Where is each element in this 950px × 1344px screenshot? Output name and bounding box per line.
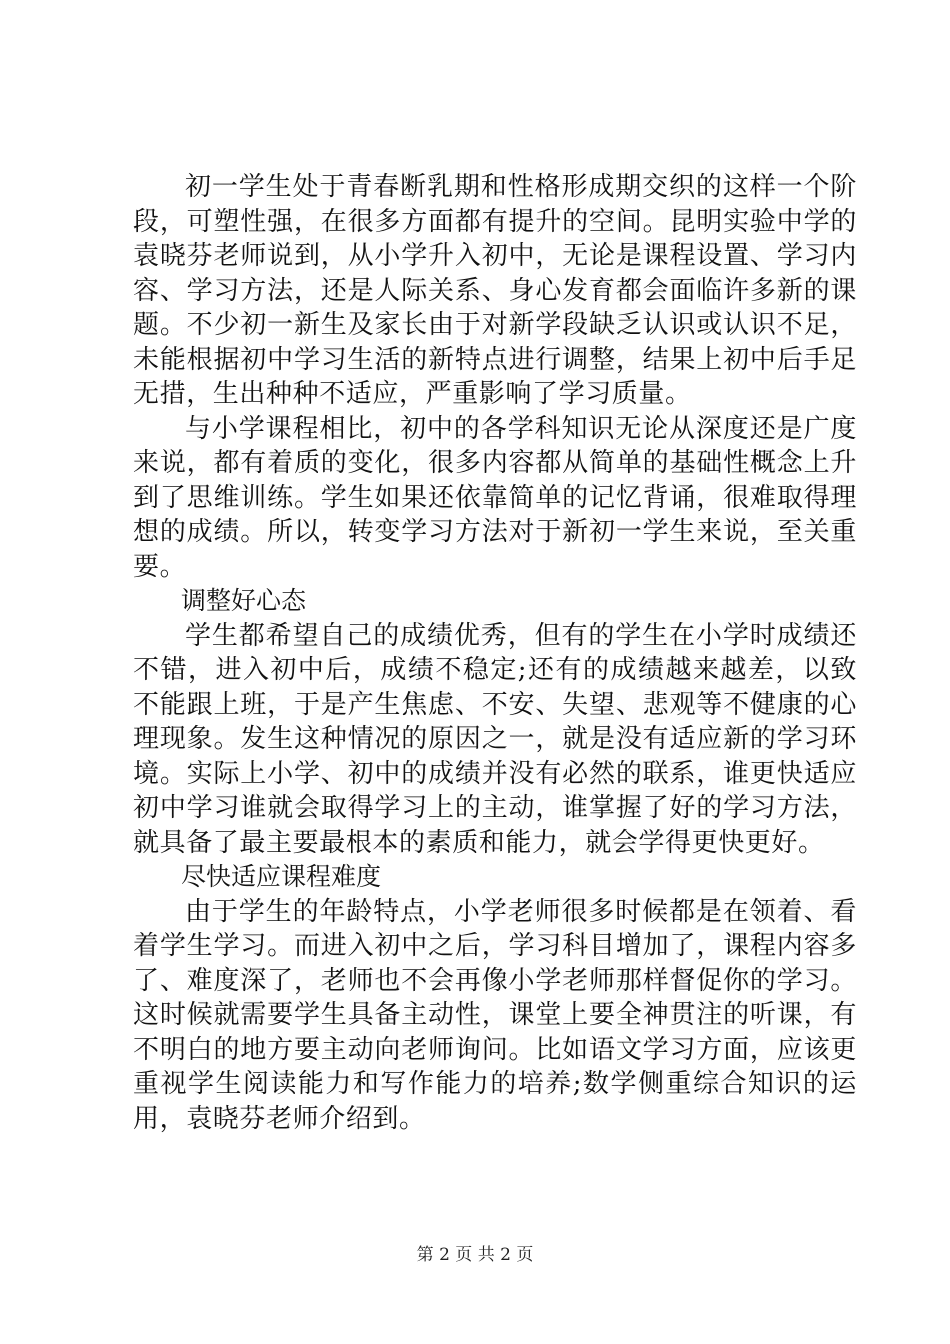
document-body [133, 170, 857, 1136]
page-number-label: 第 2 页 共 2 页 [416, 1245, 534, 1265]
paragraph-mindset: 学生都希望自己的成绩优秀，但有的学生在小学时成绩还不错，进入初中后，成绩不稳定;还有的成绩越来越差，以致不能跟上班，于是产生焦虑、不安、失望、悲观等不健康的心理现象。发生这种情况的原因之一，就是没有适应新的学习环境。实际上小学、初中的成绩并没有必然的联系，谁更快适应初中学习谁就会取得学习上的主动，谁掌握了好的学习方法，就具备了最主要最根本的素质和能力，就会学得更快更好。 [133, 620, 857, 858]
section-heading-difficulty: 尽快适应课程难度 [181, 862, 382, 891]
section-heading-mindset: 调整好心态 [181, 586, 307, 615]
paragraph-intro: 初一学生处于青春断乳期和性格形成期交织的这样一个阶段，可塑性强，在很多方面都有提升的空间。昆明实验中学的袁晓芬老师说到，从小学升入初中，无论是课程设置、学习内容、学习方法，还是人际关系、身心发育都会面临许多新的课题。不少初一新生及家长由于对新学段缺乏认识或认识不足，未能根据初中学习生活的新特点进行调整，结果上初中后手足无措，生出种种不适应，严重影响了学习质量。 [133, 172, 857, 409]
paragraph-curriculum: 与小学课程相比，初中的各学科知识无论从深度还是广度来说，都有着质的变化，很多内容都从简单的基础性概念上升到了思维训练。学生如果还依靠简单的记忆背诵，很难取得理想的成绩。所以，转变学习方法对于新初一学生来说，至关重要。 [133, 413, 857, 582]
page-footer [0, 1240, 950, 1265]
paragraph-difficulty: 由于学生的年龄特点，小学老师很多时候都是在领着、看着学生学习。而进入初中之后，学习科目增加了，课程内容多了、难度深了，老师也不会再像小学老师那样督促你的学习。这时候就需要学生具备主动性，课堂上要全神贯注的听课，有不明白的地方要主动向老师询问。比如语文学习方面，应该更重视学生阅读能力和写作能力的培养;数学侧重综合知识的运用，袁晓芬老师介绍到。 [133, 896, 857, 1134]
